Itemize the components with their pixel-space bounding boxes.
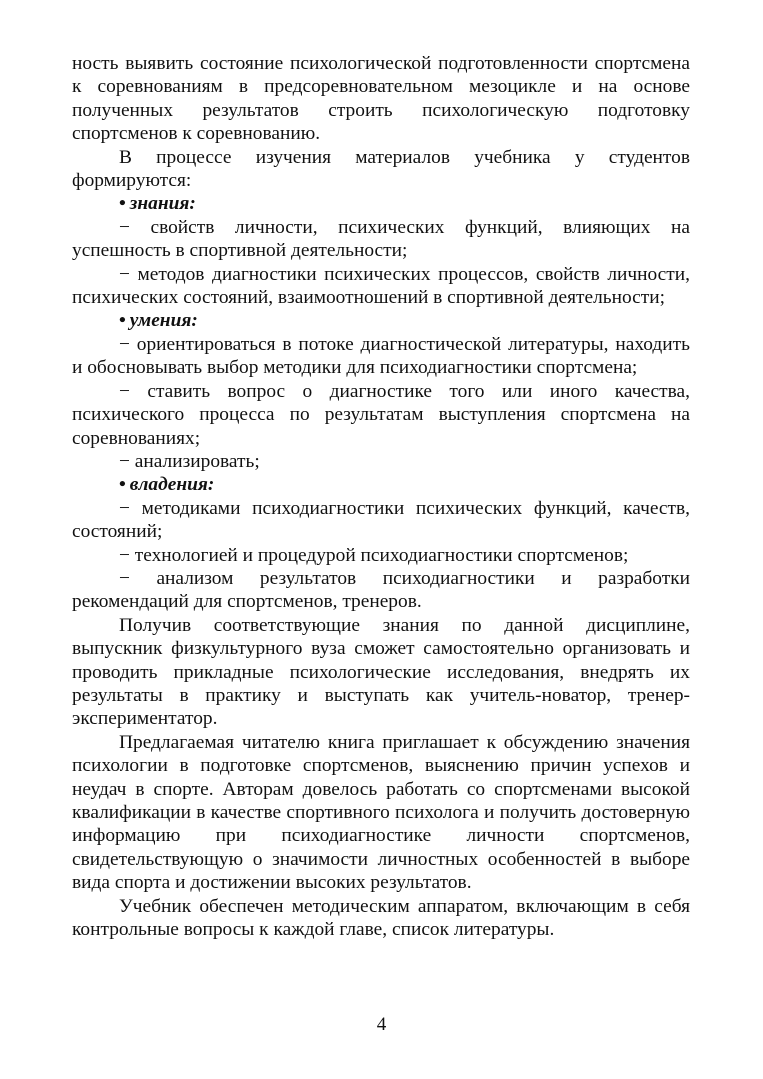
page-body: [72, 52, 690, 941]
paragraph: Получив соответствующие знания по данной дисциплине, выпускник физкультурного вуза сможет самостоятельно организовать и проводить прикладные психологические исследования, внедрять их результаты в практику и выступать как учитель-новатор, тренер-экспериментатор.: [72, 614, 690, 730]
list-item: − методиками психодиагностики психических функций, качеств, состояний;: [72, 497, 690, 543]
paragraph: ность выявить состояние психологической подготовленности спортсмена к соревнованиям в предсоревновательном мезоцикле и на основе полученных результатов строить психологическую подготовку спортсменов к соревнованию.: [72, 53, 690, 145]
section-heading-knowledge: [72, 192, 690, 215]
list-item: − методов диагностики психических процессов, свойств личности, психических состояний, взаимоотношений в спортивной деятельности;: [72, 263, 690, 309]
section-heading-skills: [72, 309, 690, 332]
bullet-icon: •: [119, 310, 126, 332]
bullet-icon: •: [119, 474, 126, 496]
list-item: − анализировать;: [119, 450, 260, 472]
heading-label: умения: [129, 310, 192, 332]
list-item: − свойств личности, психических функций, влияющих на успешность в спортивной деятельности;: [72, 216, 690, 262]
paragraph: В процессе изучения материалов учебника у студентов формируются:: [72, 146, 690, 192]
heading-colon: :: [189, 193, 196, 215]
bullet-icon: •: [119, 193, 126, 215]
heading-label: владения: [129, 474, 208, 496]
list-item: − технологией и процедурой психодиагностики спортсменов;: [119, 544, 629, 566]
heading-colon: :: [207, 474, 215, 496]
list-item: − ориентироваться в потоке диагностической литературы, находить и обосновывать выбор методики для психодиагностики спортсмена;: [72, 333, 690, 379]
list-item: − ставить вопрос о диагностике того или иного качества, психического процесса по результатам выступления спортсмена на соревнованиях;: [72, 380, 690, 449]
heading-colon: :: [191, 310, 198, 332]
paragraph: Предлагаемая читателю книга приглашает к обсуждению значения психологии в подготовке спортсменов, выяснению причин успехов и неудач в спорте. Авторам довелось работать со спортсменами высокой квалификации в качестве спортивного психолога и получить достоверную информацию при психодиагностике личности спортсменов, свидетельствующую о значимости личностных особенностей в выборе вида спорта и достижении высоких результатов.: [72, 731, 690, 894]
list-item: − анализом результатов психодиагностики и разработки рекомендаций для спортсменов, тренеров.: [72, 567, 690, 613]
heading-label: знания: [129, 193, 190, 215]
page-number: 4: [376, 1014, 387, 1035]
paragraph: Учебник обеспечен методическим аппаратом, включающим в себя контрольные вопросы к каждой главе, список литературы.: [72, 895, 690, 941]
section-heading-abilities: [72, 473, 690, 496]
